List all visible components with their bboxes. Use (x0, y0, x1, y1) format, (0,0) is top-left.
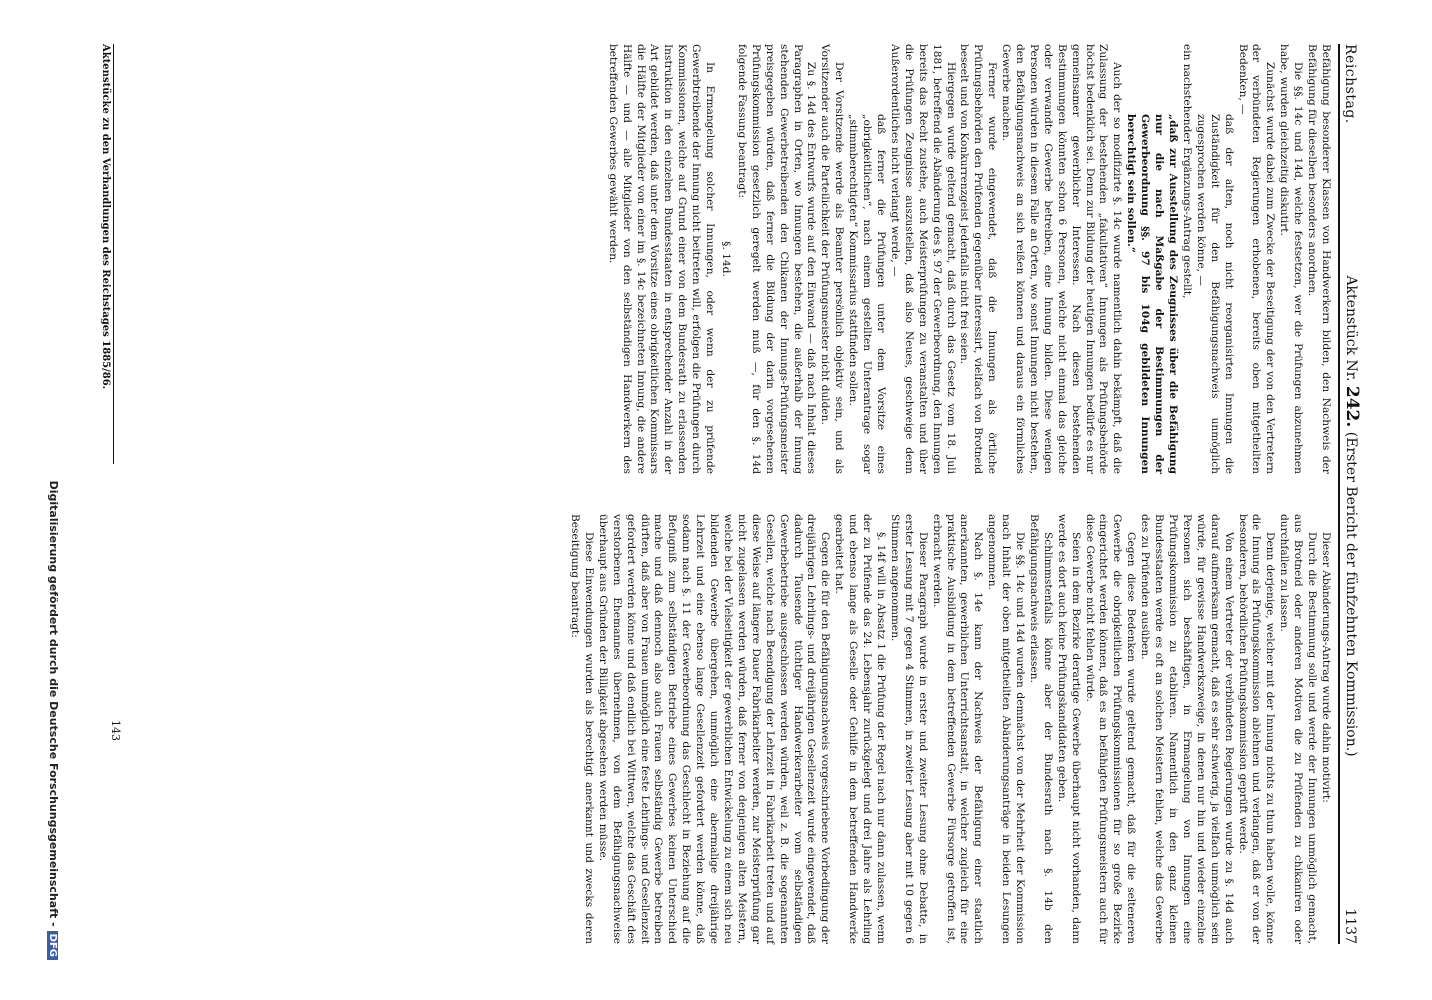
paragraph: Dieser Abänderungs-Antrag wurde dahin motivirt: (1320, 532, 1332, 803)
header-rule (1338, 44, 1340, 944)
paragraph: Der Vorsitzende werde als Beamter persönlich objektiv sein, und als Vorsitzender auch die Parteilichkeit der Prüfungsmeister nicht dulden. (819, 44, 846, 474)
paragraph: Dieser Paragraph wurde in erster und zweiter Lesung ohne Debatte, in erster Lesung mit 7 gegen 4 Stimmen, in zweiter Lesung aber mit 10 gegen 6 Stimmen angenommen. (888, 514, 929, 944)
paragraph: Gegen diese Bedenken wurde geltend gemacht, daß für die selteneren Gewerbe die obrigkeitlichen Prüfungskommissionen für so große Bezirke eingerichtet werden können, daß es an befähigten Prüfungsmeistern auch für diese Gewerbe nicht fehlen würde. (1083, 514, 1138, 944)
digitization-credit (47, 200, 60, 960)
paragraph: ein nachstehender Ergänzungs-Antrag gestellt, (1180, 44, 1193, 299)
paragraph: daß der alten, noch nicht reorganisirten Innungen die Zuständigkeit für den Befähigungsnachweis unmöglich zugesprochen werden könne, — (1194, 114, 1235, 474)
paragraph: Hiergegen wurde geltend gemacht, daß durch das Gesetz vom 18. Juli 1881, betreffend die Abänderung des §. 97 der Gewerbeordnung, den Innungen bereits das Recht zustehe, auch Meisterprüfungen zu veranstalten und über die Prüfungen Zeugnisse auszustellen, daß also Neues, geschweige denn Außerordentliches nicht verlangt werde, — (888, 44, 957, 474)
paragraph: Zu §. 14d des Entwurfs wurde auf den Einwand — daß nach Inhalt dieses Paragraphen in Orten, wo Innungen bestehen, die außerhalb der Innung stehenden Gewerbetreibenden den Chikanen der Innungs-Prüfungsmeister preisgegeben würden, daß ferner die Bildung der darin vorgesehenen Prüfungskommission gesetzlich geregelt werden muß —, für den §. 14d folgende Fassung beantragt: (735, 44, 818, 474)
paragraph: Diese Einwendungen wurden als berechtigt anerkannt und zwecks deren Beseitigung beantragt: (569, 514, 595, 944)
right-column (567, 514, 1332, 944)
page-number: 1137 (1342, 908, 1358, 944)
paragraph: Die §§. 14c und 14d, welche festsetzen, wer die Prüfungen abzunehmen habe, wurden gleichzeitig diskutirt. (1278, 44, 1305, 474)
paragraph: Durch die Bestimmung solle und werde der Innungen unmöglich gemacht, aus Brotneid oder anderen Motiven die zu Prüfenden zu chikaniren oder durchfallen zu lassen. (1278, 514, 1319, 944)
paragraph: Denn derjenige, welcher mit der Innung nichts zu thun haben wolle, könne die Innung als Prüfungskommission ablehnen und verlangen, daß er von der besonderen, behördlichen Prüfungskommission geprüft werde. (1236, 514, 1277, 944)
header-center-suffix: (Erster Bericht der fünfzehnten Kommission.) (1343, 431, 1359, 757)
paragraph: §. 14f will in Absatz 1 die Prüfung der Regel nach nur dann zulassen, wenn der zu Prüfende das 24. Lebensjahr zurückgelegt und drei Jahre als Lehrling und ebenso lange als Geselle oder Gehilfe in dem betreffenden Handwerke gearbeitet hat. (833, 514, 887, 944)
credit-text: Digitalisierung gefördert durch die Deutsche Forschungsgemeinschaft - (47, 480, 60, 927)
paragraph: Auch der so modifizirte §. 14c wurde namentlich dahin bekämpft, daß die Zulassung der bestehenden „fakultativen“ Innungen als Prüfungsbehörde höchst bedenklich sei. Denn zur Bildung der heutigen Innungen bedürfe es nur gemeinsamer gewerblicher Interessen. Nach diesen bestehenden Bestimmungen könnten schon 6 Personen, welche nicht einmal das gleiche oder verwandte Gewerbe betreiben, eine Innung bilden. Diese wenigen Personen würden in diesem Falle an Orten, wo sonst Innungen nicht bestehen, den Befähigungsnachweis an sich reißen können und daraus ein förmliches Gewerbe machen. (1000, 44, 1124, 474)
paragraph: daß ferner die Prüfungen unter dem Vorsitze eines „obrigkeitlichen“, nach einem gestellten Unterantrage sogar „stimmberechtigten“ Kommissarius stattfinden sollen. (847, 114, 887, 474)
header-left: Reichstag. (1342, 44, 1358, 124)
left-column (605, 44, 1332, 474)
amendment-quote: „daß zur Ausstellung des Zeugnisses über die Befähigung nur die nach Maßgabe der Bestimmungen der Gewerbeordnung §§. 97 bis 104g gebildeten Innungen berechtigt sein sollen.“ (1125, 114, 1180, 474)
paragraph: Gegen die für den Befähigungsnachweis vorgeschriebene Vorbedingung der dreijährigen Lehrlings- und dreijährigen Gesellenzeit wurde eingewendet, daß dadurch Tausende tüchtiger Handwerkerarbeiter vom selbständigen Gewerbebetriebe ausgeschlossen werden würden, weil z. B. die sogenannten Gesellen, welche nach Beendigung der Lehrzeit in Fabrikarbeit treten und auf diese Weise auf längere Dauer Fabrikarbeiter werden, zur Meisterprüfung gar nicht zugelassen werden würden, daß ferner von denjenigen alten Meistern, welche bei der Vielseitigkeit der gewerblichen Entwickelung zu einem sich neu bildenden Gewerbe übergehen, unmöglich eine abermalige dreijährige Lehrzeit und eine ebenso lange Gesellenzeit gefordert werden könne, daß sodann nach §. 11 der Gewerbeordnung das Geschlecht in Beziehung auf die Befugniß zum selbständigen Betriebe eines Gewerbes keinen Unterschied mache und daß dennoch also auch Frauen selbständig Gewerbe betreiben dürften, daß aber von Frauen unmöglich eine feste Lehrlings- und Gesellenzeit gefordert werden könne und daß endlich bei Wittwen, welche das Geschäft des verstorbenen Ehemannes übernehmen, von dem Befähigungsnachweise überhaupt aus Gründen der Billigkeit abgesehen werden müsse. (596, 514, 832, 944)
document-number: 242. (1342, 385, 1362, 428)
header-center-prefix: Aktenstück Nr. (1343, 275, 1359, 382)
footnote: Aktenstücke zu den Verhandlungen des Reichstages 1885/86. (100, 44, 114, 464)
page-header (1342, 44, 1376, 944)
footer-page-number: 143 (109, 720, 122, 741)
paragraph: Befähigung besonderer Klassen von Handwerkern bilden, den Nachweis der Befähigung für dieselben besonders anordnen. (1306, 44, 1332, 474)
paragraph: Von einem Vertreter der verbündeten Regierungen wurde zu §. 14d auch darauf aufmerksam gemacht, daß es sehr schwierig, ja vielfach unmöglich sein würde, für gewisse Handwerkszweige, in denen nur hin und wieder einzelne Personen sich beschäftigen, in Ermangelung von Innungen eine Prüfungskommission zu etabliren. Namentlich in den ganz kleinen Bundesstaaten werde es oft an solchen Meistern fehlen, welche das Gewerbe des zu Prüfenden ausüben. (1139, 514, 1235, 944)
paragraph: Ferner wurde eingewendet, daß die Innungen als örtliche Prüfungsbehörden den Prüfenden gegenüber interessirt, vielfach von Brotneid beseelt und von Konkurrenzgeist jedenfalls nicht frei seien. (958, 44, 999, 474)
paragraph: Seien in dem Bezirke derartige Gewerbe überhaupt nicht vorhanden, dann werde es dort auch keine Prüfungskandidaten geben. (1055, 514, 1082, 944)
paragraph: In Ermangelung solcher Innungen, oder wenn der zu prüfende Gewerbtreibende der Innung nicht beitreten will, erfolgen die Prüfungen durch Kommissionen, welche auf Grund einer von dem Bundesrath zu erlassenden Instruktion in den einzelnen Bundesstaaten in entsprechender Anzahl in der Art gebildet werden, daß unter dem Vorsitze eines obrigkeitlichen Kommissars die Hälfte der Mitglieder von einer im §. 14c bezeichneten Innung, die andere Hälfte — und — alle Mitglieder von den selbständigen Handwerkern des betreffenden Gewerbes gewählt werden. (606, 44, 717, 474)
paragraph: Die §§. 14c und 14d wurden demnächst von der Mehrheit der Kommission nach Inhalt der oben mitgetheilten Abänderungsanträge in beiden Lesungen angenommen. (986, 514, 1027, 944)
dfg-logo: DFG (47, 931, 58, 960)
paragraph: Schlimmstenfalls könne aber der Bundesrath nach §. 14b den Befähigungsnachweis erlassen. (1027, 514, 1054, 944)
paragraph: Zunächst wurde dabei zum Zwecke der Beseitigung der von den Vertretern der verbündeten Regierungen erhobenen, bereits oben mitgetheilten Bedenken, — (1236, 44, 1277, 474)
header-center (1342, 124, 1362, 909)
section-heading: §. 14d. (720, 241, 733, 277)
paragraph: Nach §. 14e kann der Nachweis der Befähigung einer staatlich anerkannten, gewerblichen Unterrichtsanstalt, in welcher zugleich für eine praktische Ausbildung in dem betreffenden Gewerbe Fürsorge getroffen ist, erbracht werden. (930, 514, 985, 944)
